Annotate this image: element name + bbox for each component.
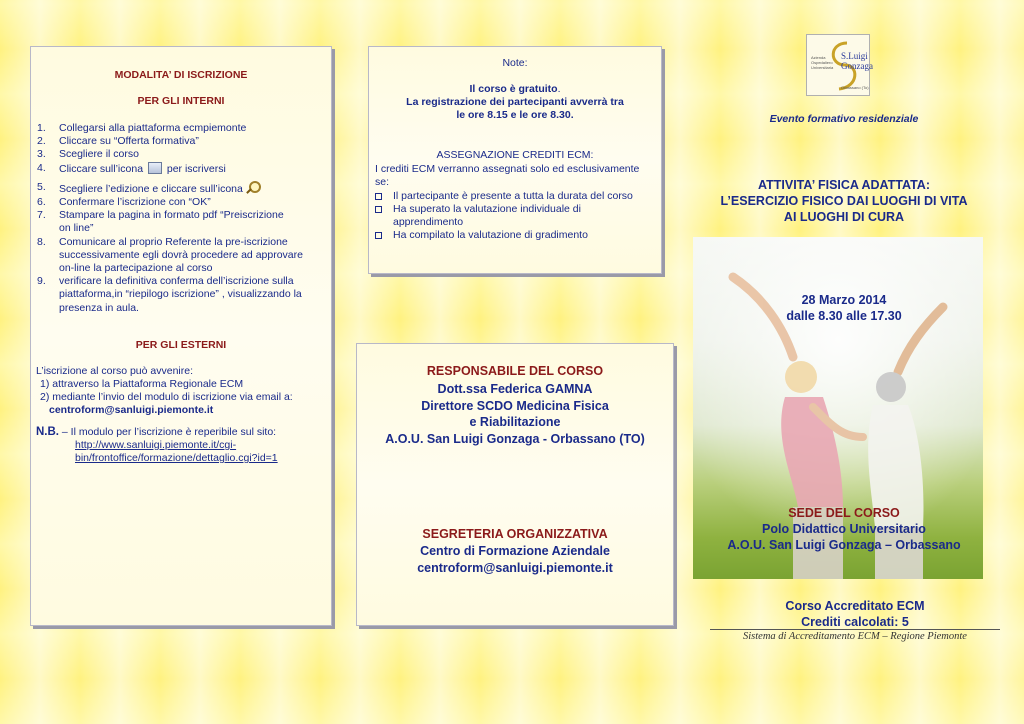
credits-label: Crediti calcolati: 5: [801, 615, 909, 629]
course-title: ATTIVITA’ FISICA ADATTATA: L’ESERCIZIO FISICO DAI LUOGHI DI VITA AI LUOGHI DI CURA: [720, 178, 968, 224]
checkbox-icon: [375, 232, 382, 239]
external-info: [36, 365, 331, 465]
logo-location: Orbassano (To): [841, 85, 869, 90]
ecm-heading: ASSEGNAZIONE CREDITI ECM:: [436, 149, 594, 161]
register-icon: [148, 162, 162, 174]
ecm-condition: Il partecipante è presente a tutta la durata del corso: [369, 190, 661, 203]
responsible-role-2: e Riabilitazione: [469, 415, 561, 429]
secretariat-email: centroform@sanluigi.piemonte.it: [417, 560, 613, 575]
step-8: 8. Comunicare al proprio Referente la pre-iscrizione successivamente egli dovrà procedere ad approvare on-line la partecipazione al corso: [37, 235, 303, 275]
registration-email: centroform@sanluigi.piemonte.it: [49, 404, 214, 416]
course-date-time: [690, 292, 998, 324]
accreditation-system: Sistema di Accreditamento ECM – Regione Piemonte: [743, 631, 967, 642]
venue-info: [690, 505, 998, 553]
notes-panel: [368, 46, 662, 274]
ecm-intro: I crediti ECM verranno assegnati solo ed esclusivamente se:: [375, 163, 640, 188]
step-7: 7. Stampare la pagina in formato pdf “Preiscrizione on line”: [37, 209, 284, 235]
internal-heading: PER GLI INTERNI: [137, 95, 225, 107]
venue-line-1: Polo Didattico Universitario: [762, 522, 926, 536]
responsible-name: Dott.ssa Federica GAMNA: [437, 382, 593, 396]
notes-title: Note:: [502, 57, 528, 69]
internal-steps-list: [31, 122, 331, 315]
ecm-condition: Ha superato la valutazione individuale di apprendimento: [369, 203, 661, 229]
step-1: 1. Collegarsi alla piattaforma ecmpiemonte: [37, 122, 247, 134]
step-3: 3. Scegliere il corso: [37, 148, 139, 161]
divider-line: [710, 629, 1000, 630]
responsible-details: [357, 381, 673, 447]
step-9: 9. verificare la definitiva conferma dell’iscrizione sulla piattaforma,in “riepilogo iscrizione” , visualizzando la presenza in aula.: [37, 275, 302, 314]
hospital-logo: [806, 34, 873, 96]
step-6: 6. Confermare l’iscrizione con “OK”: [37, 196, 211, 209]
nb-note: N.B. – Il modulo per l’iscrizione è reperibile sul sito:: [36, 426, 277, 438]
step-2: 2. Cliccare su “Offerta formativa”: [37, 135, 199, 148]
external-intro: L’iscrizione al corso può avvenire:: [36, 365, 193, 377]
secretariat-heading: SEGRETERIA ORGANIZZATIVA: [422, 527, 608, 541]
venue-heading: SEDE DEL CORSO: [788, 506, 900, 520]
course-date: 28 Marzo 2014: [801, 293, 887, 307]
ecm-conditions-list: [369, 190, 661, 242]
free-course-note: Il corso è gratuito.: [469, 83, 561, 95]
magnifier-icon: [245, 181, 259, 195]
logo-small-text: Azienda Ospedaliero Universitaria: [811, 55, 834, 70]
accreditation-label: Corso Accreditato ECM: [785, 599, 925, 613]
form-url-link[interactable]: http://www.sanluigi.piemonte.it/cgi- bin/frontoffice/formazione/dettaglio.cgi?id=1: [75, 439, 278, 464]
checkbox-icon: [375, 206, 382, 213]
registration-time-note: La registrazione dei partecipanti avverrà tra le ore 8.15 e le ore 8.30.: [406, 96, 624, 121]
responsible-role-1: Direttore SCDO Medicina Fisica: [421, 398, 609, 413]
step-4: 4. Cliccare sull’icona per iscriversi: [37, 161, 226, 175]
external-heading: PER GLI ESTERNI: [135, 339, 227, 351]
registration-panel: [30, 46, 332, 626]
secretariat-details: [357, 543, 673, 576]
step-5: 5. Scegliere l’edizione e cliccare sull’icona: [31, 181, 331, 196]
course-time: dalle 8.30 alle 17.30: [786, 309, 902, 323]
external-option-2: 2) mediante l’invio del modulo di iscrizione via email a:: [40, 391, 293, 403]
ecm-condition: Ha compilato la valutazione di gradimento: [369, 229, 661, 242]
responsible-org: A.O.U. San Luigi Gonzaga - Orbassano (TO): [385, 431, 645, 446]
responsible-heading: RESPONSABILE DEL CORSO: [426, 364, 604, 378]
registration-heading: MODALITA’ DI ISCRIZIONE: [114, 69, 248, 81]
secretariat-name: Centro di Formazione Aziendale: [420, 544, 610, 558]
accreditation-info: [700, 598, 1010, 630]
event-type: Evento formativo residenziale: [769, 113, 919, 125]
external-option-1: 1) attraverso la Piattaforma Regionale ECM: [40, 378, 244, 390]
checkbox-icon: [375, 193, 382, 200]
logo-name: S.Luigi Gonzaga: [841, 51, 873, 71]
venue-line-2: A.O.U. San Luigi Gonzaga – Orbassano: [727, 538, 961, 552]
responsible-panel: [356, 343, 674, 626]
